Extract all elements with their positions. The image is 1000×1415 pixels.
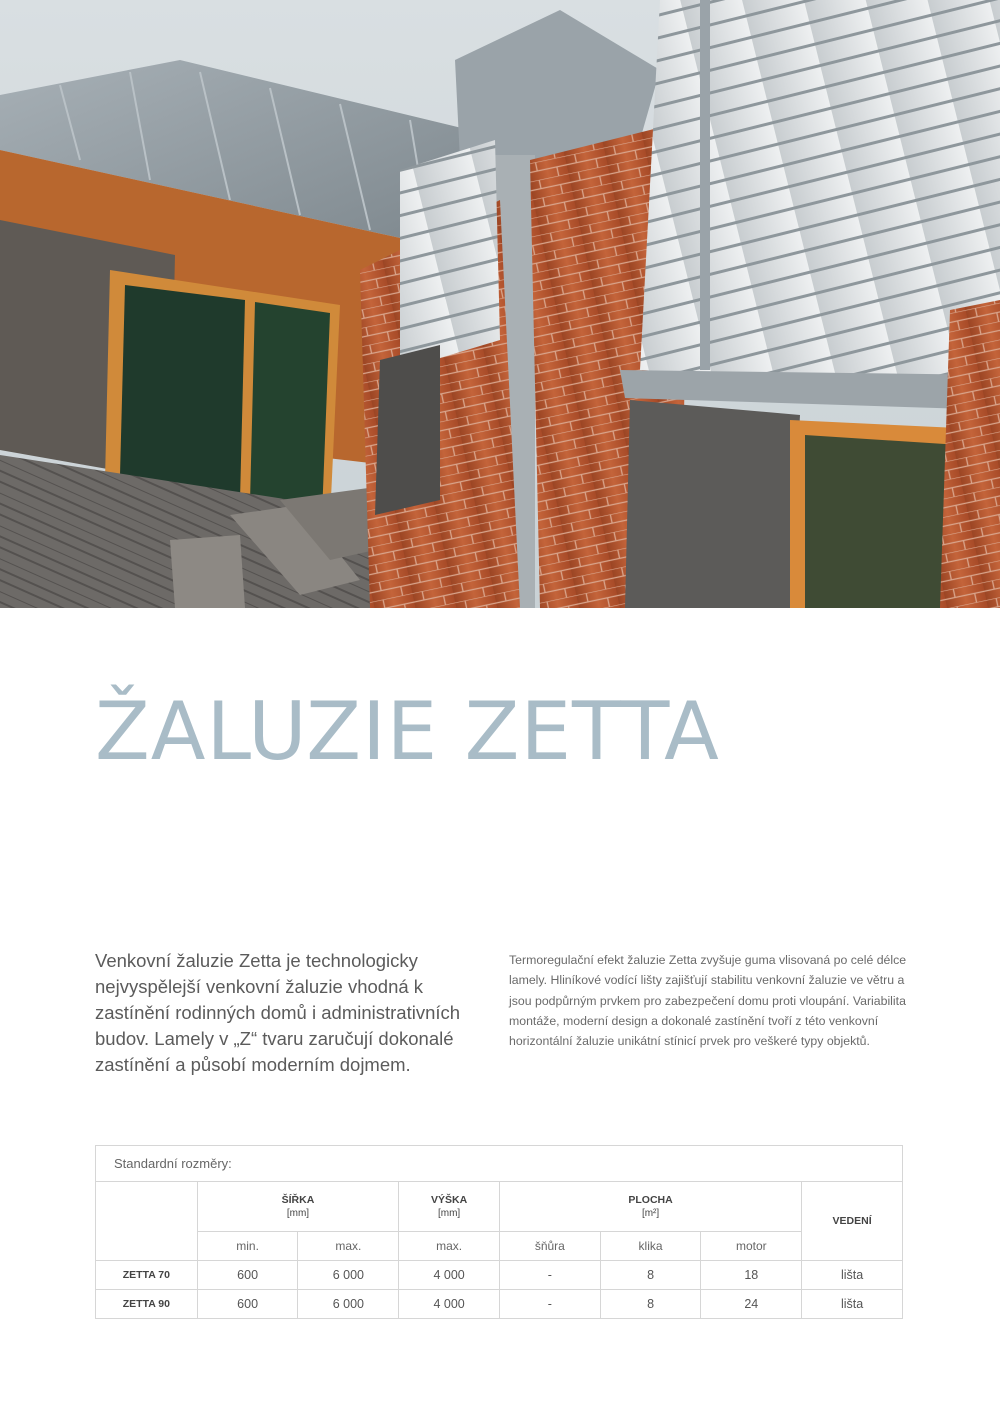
table-cell: 600 (197, 1290, 298, 1319)
row-model: ZETTA 90 (96, 1290, 198, 1319)
table-cell: 24 (701, 1290, 802, 1319)
table-cell: - (499, 1290, 600, 1319)
header-vedeni-label: VEDENÍ (832, 1214, 872, 1227)
header-sirka (197, 1182, 398, 1232)
subheader-snura: šňůra (499, 1232, 600, 1261)
header-vyska-label: VÝŠKA (430, 1193, 468, 1206)
header-vyska-unit: [mm] (437, 1207, 461, 1219)
table-cell: lišta (802, 1261, 903, 1290)
header-sirka-unit: [mm] (286, 1207, 310, 1219)
header-vedeni (802, 1182, 903, 1261)
table-cell: 600 (197, 1261, 298, 1290)
subheader-max: max. (399, 1232, 500, 1261)
table-cell: 4 000 (399, 1290, 500, 1319)
row-model: ZETTA 70 (96, 1261, 198, 1290)
header-vyska (399, 1182, 500, 1232)
house-with-exterior-blinds-photo (0, 0, 1000, 608)
table-cell: 18 (701, 1261, 802, 1290)
dimensions-table (95, 1145, 903, 1319)
header-plocha (499, 1182, 801, 1232)
header-plocha-label: PLOCHA (628, 1193, 673, 1206)
subheader-max: max. (298, 1232, 399, 1261)
table-cell: 8 (600, 1261, 701, 1290)
table-cell: - (499, 1261, 600, 1290)
description-paragraph: Termoregulační efekt žaluzie Zetta zvyšuje guma vlisovaná po celé délce lamely. Hliníkové vodící lišty zajišťují stabilitu venkovní žaluzie ve větru a jsou podpůrným prvkem pro zabezpečení domu proti vloupání. Variabilita montáže, moderní design a dokonalé zastínění tvoří z této venkovní horizontální žaluzie unikátní stínicí prvek pro veškeré typy objektů. (509, 953, 907, 1049)
hero-photo (0, 0, 1000, 608)
table-caption: Standardní rozměry: (96, 1146, 903, 1182)
header-sirka-label: ŠÍŘKA (281, 1193, 315, 1206)
header-plocha-unit: [m²] (641, 1207, 660, 1219)
subheader-min: min. (197, 1232, 298, 1261)
subheader-klika: klika (600, 1232, 701, 1261)
table-cell: lišta (802, 1290, 903, 1319)
table-corner-cell (96, 1182, 198, 1261)
intro-paragraph: Venkovní žaluzie Zetta je technologicky nejvyspělejší venkovní žaluzie vhodná k zastínění rodinných domů i administrativních budov. Lamely v „Z“ tvaru zaručují dokonalé zastínění a působí moderním dojmem. (95, 950, 461, 1075)
table-cell: 8 (600, 1290, 701, 1319)
table-row (96, 1290, 903, 1319)
table-cell: 6 000 (298, 1261, 399, 1290)
table-cell: 6 000 (298, 1290, 399, 1319)
page-title: ŽALUZIE ZETTA (95, 685, 720, 778)
subheader-motor: motor (701, 1232, 802, 1261)
table-cell: 4 000 (399, 1261, 500, 1290)
table-row (96, 1261, 903, 1290)
